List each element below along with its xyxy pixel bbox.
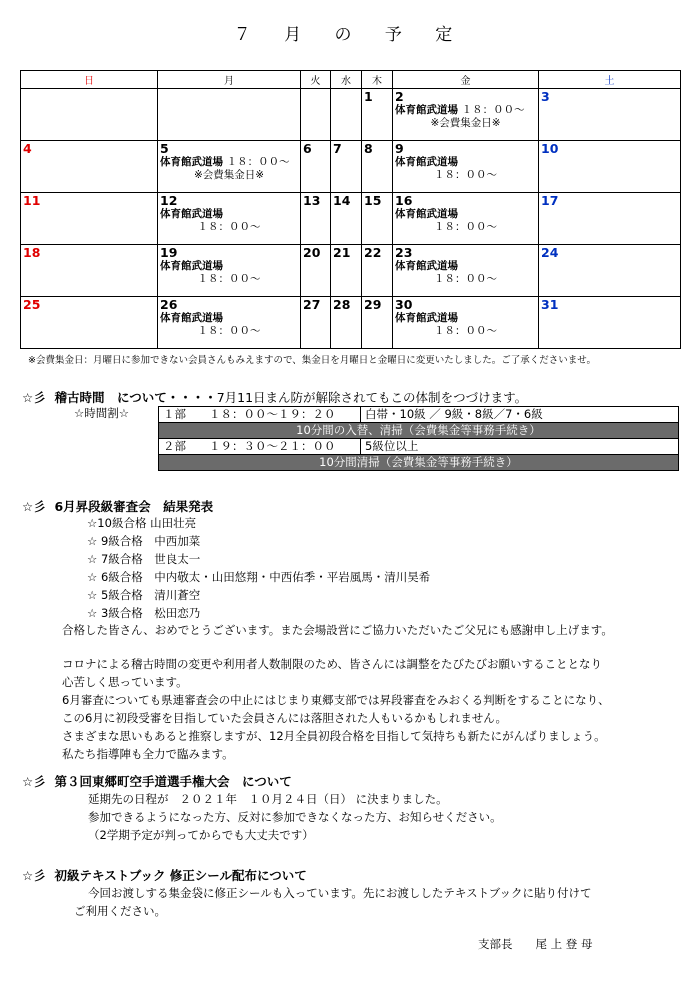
day-number: 19 xyxy=(160,245,178,260)
day-cell xyxy=(21,193,158,245)
day-number: 23 xyxy=(395,245,413,260)
message-line: 心苦しく思っています。 xyxy=(62,675,188,689)
result-item: ☆ 9級合格 中西加菜 xyxy=(87,534,201,548)
header-monday: 月 xyxy=(158,71,301,89)
day-cell xyxy=(362,245,393,297)
day-number: 2 xyxy=(395,89,404,104)
message-line: この6月に初段受審を目指していた会員さんには落胆された人もいるかもしれません。 xyxy=(62,711,508,725)
day-number: 30 xyxy=(395,297,413,312)
event-time: １８：００～ xyxy=(461,104,525,116)
schedule-bar-row xyxy=(159,423,679,439)
schedule-row xyxy=(159,407,679,423)
event-time: １８：００～ xyxy=(197,273,261,285)
calendar-week-row xyxy=(21,297,681,349)
tournament-date-line: 延期先の日程が ２０２１年 １０月２４日（日） に決まりました。 xyxy=(88,792,448,806)
section-results-heading: ☆彡 6月昇段級審査会 結果発表 xyxy=(22,499,214,514)
part1-level: 白帯・10級 ／ 9級・8級／7・6級 xyxy=(361,407,679,423)
event-venue: 体育館武道場 xyxy=(395,312,458,324)
results-list xyxy=(87,514,430,622)
day-number: 31 xyxy=(541,297,559,312)
day-cell xyxy=(393,193,539,245)
day-number: 6 xyxy=(303,141,312,156)
schedule-bar-row xyxy=(159,455,679,471)
day-cell xyxy=(331,193,362,245)
day-cell xyxy=(21,245,158,297)
calendar-week-row xyxy=(21,245,681,297)
schedule-label: ☆時間割☆ xyxy=(74,406,130,420)
day-cell xyxy=(393,89,539,141)
message-line: 6月審査についても県連審査会の中止にはじまり東郷支部では昇段審査をみおくる判断をすることになり、 xyxy=(62,693,610,707)
result-item: ☆10級合格 山田壮亮 xyxy=(87,516,197,530)
event-time: １８：００～ xyxy=(226,156,290,168)
day-cell xyxy=(331,141,362,193)
day-number: 28 xyxy=(333,297,351,312)
day-number: 17 xyxy=(541,193,559,208)
message-paragraph xyxy=(62,655,610,763)
part1-time: １部 １８：００～１９：２０ xyxy=(159,407,361,423)
day-cell xyxy=(362,193,393,245)
star-mark: ☆彡 xyxy=(22,774,46,789)
event-venue: 体育館武道場 xyxy=(160,312,223,324)
day-cell-empty xyxy=(21,89,158,141)
day-number: 25 xyxy=(23,297,41,312)
day-cell xyxy=(539,297,681,349)
event-time: １８：００～ xyxy=(197,325,261,337)
tournament-line: 参加できるようになった方、反対に参加できなくなった方、お知らせください。 xyxy=(88,810,502,824)
day-cell xyxy=(21,141,158,193)
message-line: さまざまな思いもあると推察しますが、12月全員初段合格を目指して気持ちも新たにがんばりましょう。 xyxy=(62,729,606,743)
signature: 支部長 尾 上 登 母 xyxy=(478,937,593,951)
event-time: １８：００～ xyxy=(434,221,497,233)
day-number: 14 xyxy=(333,193,351,208)
day-number: 1 xyxy=(364,89,373,104)
day-number: 3 xyxy=(541,89,550,104)
break-bar: 10分間の入替、清掃（会費集金等事務手続き） xyxy=(159,423,679,439)
event-venue: 体育館武道場 xyxy=(160,208,223,220)
day-cell xyxy=(539,89,681,141)
header-saturday: 土 xyxy=(539,71,681,89)
event-venue: 体育館武道場 xyxy=(395,260,458,272)
day-cell xyxy=(301,245,331,297)
day-cell xyxy=(158,141,301,193)
part2-time: ２部 １９：３０～２１：００ xyxy=(159,439,361,455)
day-number: 15 xyxy=(364,193,382,208)
congrats-paragraph: 合格した皆さん、おめでとうございます。また会場設営にご協力いただいたご父兄にも感謝申し上げます。 xyxy=(62,623,613,637)
day-cell xyxy=(393,297,539,349)
star-mark: ☆彡 xyxy=(22,868,46,883)
message-line: 私たち指導陣も全力で臨みます。 xyxy=(62,747,234,761)
day-number: 27 xyxy=(303,297,321,312)
schedule-row xyxy=(159,439,679,455)
day-cell-empty xyxy=(331,89,362,141)
event-venue: 体育館武道場 xyxy=(395,208,458,220)
result-item: ☆ 5級合格 清川蒼空 xyxy=(87,588,201,602)
day-number: 4 xyxy=(23,141,32,156)
day-number: 18 xyxy=(23,245,41,260)
calendar-table xyxy=(20,70,681,349)
day-cell xyxy=(301,141,331,193)
part2-level: 5級位以上 xyxy=(361,439,679,455)
day-number: 7 xyxy=(333,141,342,156)
day-cell xyxy=(362,141,393,193)
fee-collection-note: ※会費集金日※ xyxy=(430,117,501,129)
day-number: 8 xyxy=(364,141,373,156)
calendar-week-row xyxy=(21,141,681,193)
header-tuesday: 火 xyxy=(301,71,331,89)
day-number: 22 xyxy=(364,245,382,260)
result-item: ☆ 3級合格 松田恋乃 xyxy=(87,606,201,620)
day-number: 16 xyxy=(395,193,413,208)
day-cell xyxy=(158,193,301,245)
day-number: 21 xyxy=(333,245,351,260)
event-venue: 体育館武道場 xyxy=(160,260,223,272)
day-cell xyxy=(539,141,681,193)
event-time: １８：００～ xyxy=(434,273,497,285)
day-cell xyxy=(331,245,362,297)
textbook-line: ご利用ください。 xyxy=(74,904,166,918)
day-number: 29 xyxy=(364,297,382,312)
day-cell xyxy=(539,245,681,297)
textbook-line: 今回お渡しする集金袋に修正シールも入っています。先にお渡ししたテキストブックに貼り付けて xyxy=(88,886,592,900)
day-cell-empty xyxy=(301,89,331,141)
section-textbook-heading: ☆彡 初級テキストブック 修正シール配布について xyxy=(22,868,307,883)
page-title: ７ 月 の 予 定 xyxy=(233,25,467,45)
day-number: 12 xyxy=(160,193,178,208)
day-cell xyxy=(21,297,158,349)
day-cell xyxy=(393,245,539,297)
calendar-week-row xyxy=(21,193,681,245)
day-number: 26 xyxy=(160,297,178,312)
tournament-date: ２０２１年 １０月２４日（日） xyxy=(179,792,352,806)
day-number: 10 xyxy=(541,141,559,156)
header-thursday: 木 xyxy=(362,71,393,89)
star-mark: ☆彡 xyxy=(22,499,46,514)
cleaning-bar: 10分間清掃（会費集金等事務手続き） xyxy=(159,455,679,471)
day-cell xyxy=(362,297,393,349)
day-number: 11 xyxy=(23,193,41,208)
day-cell-empty xyxy=(158,89,301,141)
event-time: １８：００～ xyxy=(434,325,497,337)
day-cell xyxy=(539,193,681,245)
day-cell xyxy=(158,297,301,349)
schedule-table xyxy=(158,406,679,471)
star-mark: ☆彡 xyxy=(22,390,46,405)
event-time: １８：００～ xyxy=(197,221,261,233)
event-venue: 体育館武道場 １８：００～ xyxy=(160,156,290,168)
day-number: 20 xyxy=(303,245,321,260)
calendar-week-row xyxy=(21,89,681,141)
day-cell xyxy=(362,89,393,141)
event-venue: 体育館武道場 １８：００～ xyxy=(395,104,525,116)
day-cell xyxy=(158,245,301,297)
day-number: 24 xyxy=(541,245,559,260)
section-tournament-heading: ☆彡 第３回東郷町空手道選手権大会 について xyxy=(22,774,292,789)
fee-collection-note: ※会費集金日※ xyxy=(193,169,265,181)
header-friday: 金 xyxy=(393,71,539,89)
calendar-note: ※会費集金日：月曜日に参加できない会員さんもみえますので、集金日を月曜日と金曜日に変更いたしました。ご了承くださいませ。 xyxy=(28,355,596,366)
day-cell xyxy=(301,297,331,349)
event-time: １８：００～ xyxy=(434,169,497,181)
tournament-line: （2学期予定が判ってからでも大丈夫です） xyxy=(88,828,314,842)
result-item: ☆ 6級合格 中内敬太・山田悠翔・中西佑季・平岩風馬・清川昊希 xyxy=(87,570,431,584)
header-sunday: 日 xyxy=(21,71,158,89)
section-note: 7月11日まん防が解除されてもこの体制をつづけます。 xyxy=(216,390,528,405)
calendar-header-row xyxy=(21,71,681,89)
header-wednesday: 水 xyxy=(331,71,362,89)
section-practice-time-heading: ☆彡 稽古時間 について・・・・7月11日まん防が解除されてもこの体制をつづけます。 xyxy=(22,390,528,405)
day-number: 9 xyxy=(395,141,404,156)
event-venue: 体育館武道場 xyxy=(395,156,458,168)
day-number: 13 xyxy=(303,193,321,208)
day-number: 5 xyxy=(160,141,169,156)
day-cell xyxy=(393,141,539,193)
day-cell xyxy=(301,193,331,245)
day-cell xyxy=(331,297,362,349)
message-line: コロナによる稽古時間の変更や利用者人数制限のため、皆さんには調整をたびたびお願いすることとなり xyxy=(62,657,603,671)
result-item: ☆ 7級合格 世良太一 xyxy=(87,552,201,566)
